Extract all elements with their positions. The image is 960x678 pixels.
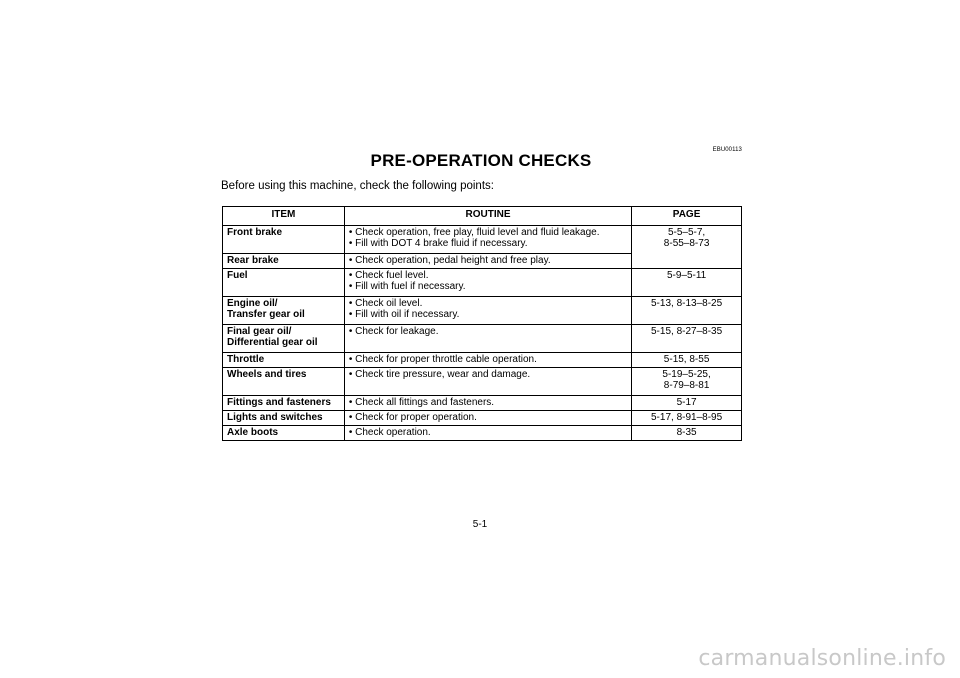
item-cell bbox=[223, 254, 345, 269]
table-row bbox=[223, 411, 742, 426]
routine-line: • Check for proper throttle cable operation. bbox=[348, 354, 537, 365]
page-cell bbox=[632, 411, 742, 426]
item-cell bbox=[223, 368, 345, 396]
page-cell bbox=[632, 396, 742, 411]
item-label: Rear brake bbox=[227, 255, 279, 266]
routine-line: • Check operation. bbox=[348, 427, 431, 438]
page-ref: 5-13, 8-13–8-25 bbox=[651, 298, 723, 309]
page-ref: 5-15, 8-55 bbox=[663, 354, 710, 365]
page-cell bbox=[632, 426, 742, 441]
pre-operation-checks-table bbox=[222, 206, 742, 441]
routine-line: • Check oil level. bbox=[348, 298, 423, 309]
page-ref: 5-17, 8-91–8-95 bbox=[651, 412, 723, 423]
routine-line: • Check all fittings and fasteners. bbox=[348, 397, 495, 408]
item-label: Final gear oil/ bbox=[227, 326, 292, 337]
table-row bbox=[223, 226, 742, 254]
item-label: Throttle bbox=[227, 354, 265, 365]
routine-line: • Check fuel level. bbox=[348, 270, 429, 281]
routine-line: • Check operation, pedal height and free play. bbox=[348, 255, 551, 266]
header-routine: ROUTINE bbox=[344, 207, 631, 226]
item-cell bbox=[223, 269, 345, 297]
item-cell bbox=[223, 226, 345, 254]
routine-cell bbox=[344, 297, 631, 325]
page-cell bbox=[632, 368, 742, 396]
page-ref: 5-9–5-11 bbox=[666, 270, 707, 281]
item-cell bbox=[223, 426, 345, 441]
routine-line: • Check for proper operation. bbox=[348, 412, 477, 423]
intro-text: Before using this machine, check the following points: bbox=[221, 180, 494, 192]
header-page: PAGE bbox=[632, 207, 742, 226]
routine-cell bbox=[344, 396, 631, 411]
item-cell bbox=[223, 325, 345, 353]
routine-line: • Check for leakage. bbox=[348, 326, 439, 337]
page-cell bbox=[632, 297, 742, 325]
item-label: Differential gear oil bbox=[227, 337, 318, 348]
item-label: Transfer gear oil bbox=[227, 309, 305, 320]
table-row bbox=[223, 396, 742, 411]
routine-line: • Check tire pressure, wear and damage. bbox=[348, 369, 531, 380]
item-cell bbox=[223, 396, 345, 411]
page-cell bbox=[632, 226, 742, 269]
page-ref: 5-15, 8-27–8-35 bbox=[651, 326, 723, 337]
table-row bbox=[223, 426, 742, 441]
item-label: Lights and switches bbox=[227, 412, 323, 423]
page-number: 5-1 bbox=[472, 519, 488, 530]
routine-line: • Check operation, free play, fluid level and fluid leakage. bbox=[348, 227, 600, 238]
page-title: PRE-OPERATION CHECKS bbox=[370, 151, 592, 170]
page-ref: 5-5–5-7, bbox=[667, 227, 706, 238]
header-item: ITEM bbox=[223, 207, 345, 226]
routine-cell bbox=[344, 368, 631, 396]
routine-cell bbox=[344, 325, 631, 353]
item-cell bbox=[223, 411, 345, 426]
page-ref: 5-17 bbox=[676, 397, 697, 408]
item-label: Wheels and tires bbox=[227, 369, 307, 380]
page-ref: 8-35 bbox=[676, 427, 697, 438]
item-cell bbox=[223, 297, 345, 325]
document-code: EBU00113 bbox=[712, 147, 742, 153]
routine-cell bbox=[344, 426, 631, 441]
page-ref: 5-19–5-25, bbox=[662, 369, 711, 380]
routine-cell bbox=[344, 254, 631, 269]
item-label: Engine oil/ bbox=[227, 298, 278, 309]
routine-line: • Fill with fuel if necessary. bbox=[348, 281, 466, 292]
table-row bbox=[223, 325, 742, 353]
table-row bbox=[223, 297, 742, 325]
item-label: Fuel bbox=[227, 270, 248, 281]
item-cell bbox=[223, 353, 345, 368]
page-cell bbox=[632, 325, 742, 353]
watermark: carmanualsonline.info bbox=[698, 646, 946, 671]
routine-line: • Fill with DOT 4 brake fluid if necessary. bbox=[348, 238, 528, 249]
table-header-row bbox=[223, 207, 742, 226]
item-label: Fittings and fasteners bbox=[227, 397, 331, 408]
page-ref: 8-79–8-81 bbox=[663, 380, 710, 391]
routine-cell bbox=[344, 411, 631, 426]
routine-cell bbox=[344, 353, 631, 368]
table-row bbox=[223, 353, 742, 368]
routine-line: • Fill with oil if necessary. bbox=[348, 309, 460, 320]
table-row bbox=[223, 368, 742, 396]
page-ref: 8-55–8-73 bbox=[663, 238, 710, 249]
table-row bbox=[223, 269, 742, 297]
page-cell bbox=[632, 353, 742, 368]
item-label: Front brake bbox=[227, 227, 283, 238]
routine-cell bbox=[344, 269, 631, 297]
page-cell bbox=[632, 269, 742, 297]
item-label: Axle boots bbox=[227, 427, 279, 438]
routine-cell bbox=[344, 226, 631, 254]
